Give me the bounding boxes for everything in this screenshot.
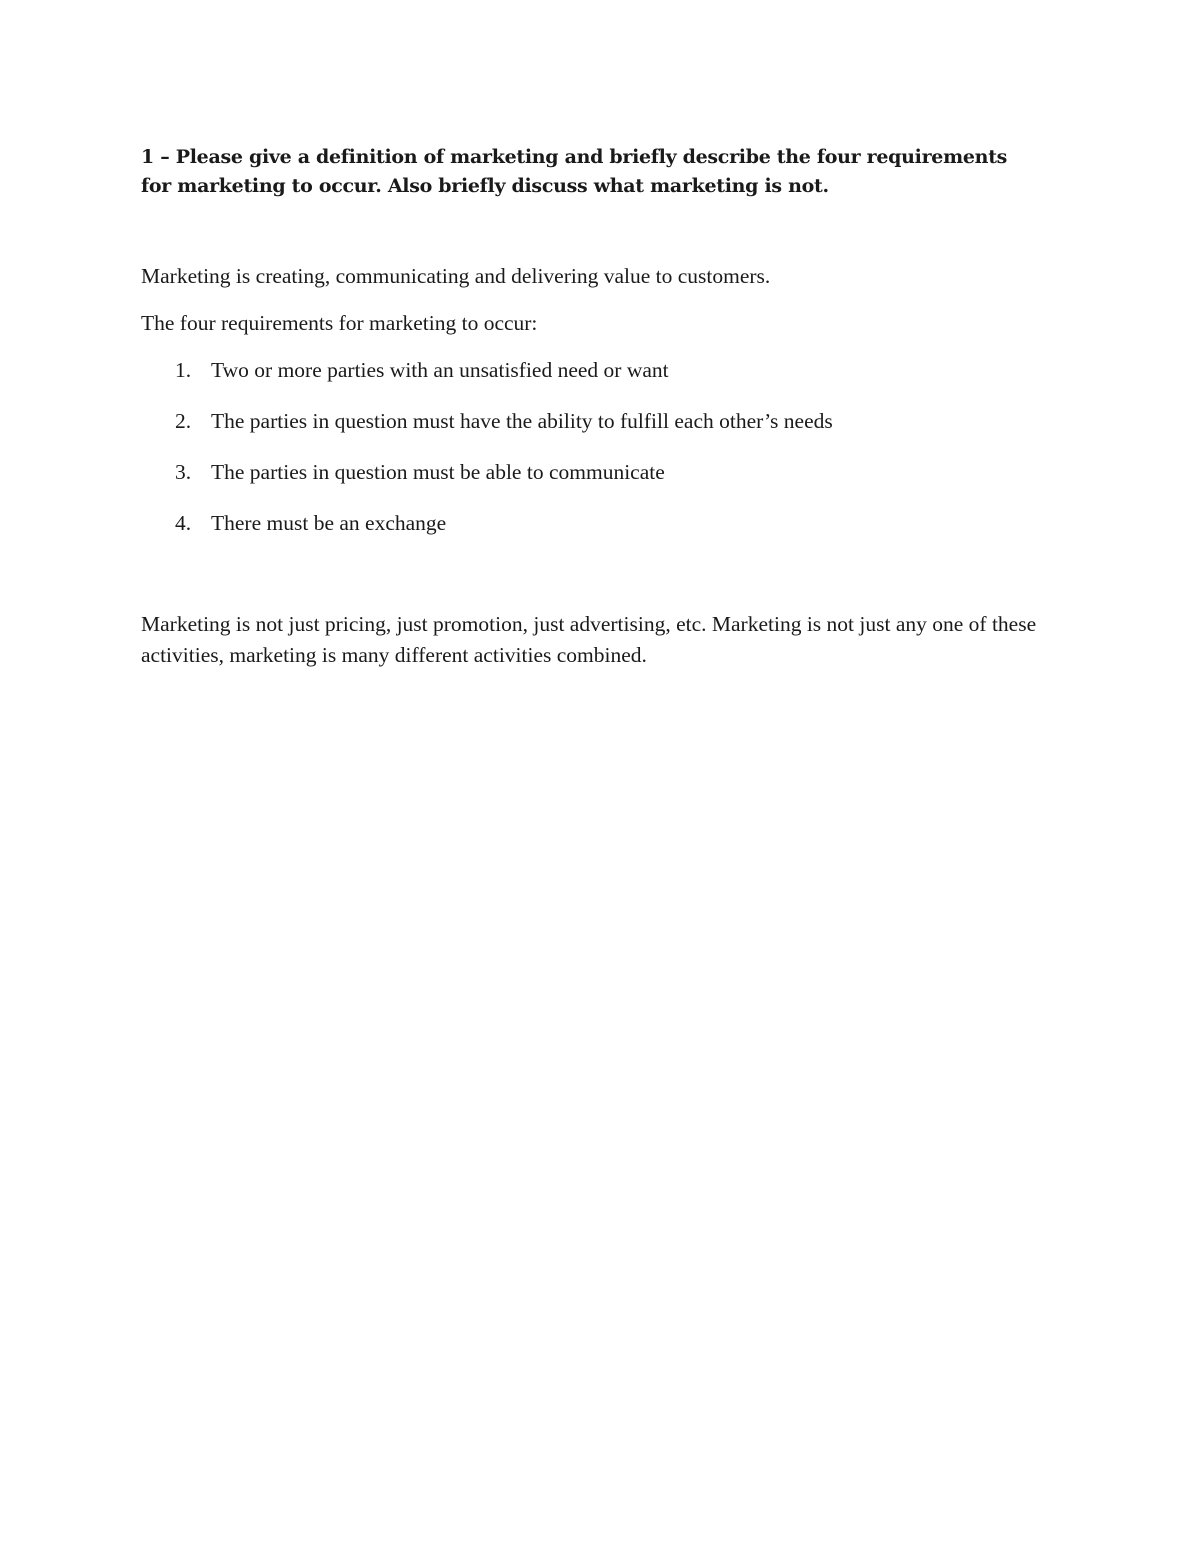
- what-marketing-is-not: Marketing is not just pricing, just promotion, just advertising, etc. Marketing is not just any one of these activities, marketing is many different activities combined.: [141, 612, 1037, 667]
- list-item-number: 1.: [175, 358, 192, 382]
- list-item-text: The parties in question must have the ability to fulfill each other’s needs: [211, 409, 833, 433]
- list-item-number: 4.: [175, 511, 192, 535]
- list-item-number: 3.: [175, 460, 192, 484]
- list-item-text: The parties in question must be able to communicate: [211, 460, 665, 484]
- list-item-text: There must be an exchange: [211, 511, 447, 535]
- list-item-text: Two or more parties with an unsatisfied need or want: [211, 358, 669, 382]
- marketing-definition: Marketing is creating, communicating and delivering value to customers.: [141, 264, 771, 288]
- requirements-intro: The four requirements for marketing to occur:: [141, 311, 538, 335]
- list-item-number: 2.: [175, 409, 192, 433]
- question-heading: 1 – Please give a definition of marketing and briefly describe the four requirements for marketing to occur. Also briefly discuss what marketing is not.: [141, 146, 1008, 197]
